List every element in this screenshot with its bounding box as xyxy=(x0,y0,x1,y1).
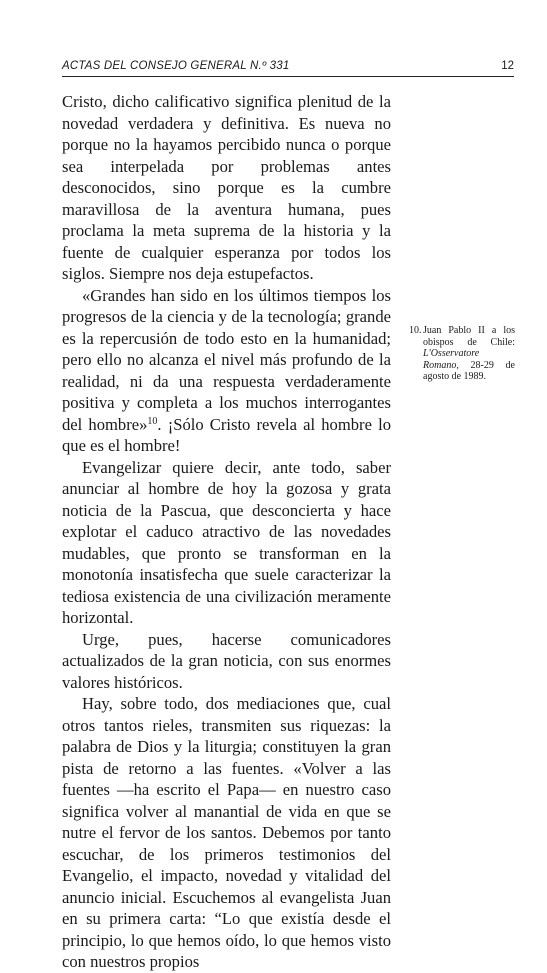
footnote-text xyxy=(423,325,515,383)
footnote-source: L'Osservatore Romano, xyxy=(423,348,480,371)
footnote-10 xyxy=(409,325,515,383)
header-title: ACTAS DEL CONSEJO GENERAL N.º 331 xyxy=(62,60,290,72)
paragraph-2-quote: «Grandes han sido en los últimos tiempos los progresos de la ciencia y de la tecnología; grande es la repercusión de todo esto en la humanidad; pero ello no alcanza el nivel más profundo de la realidad, ni da una respuesta verdaderamente positiva y completa a los muchos interrogantes del hombre» xyxy=(62,285,391,434)
paragraph-2 xyxy=(62,285,391,457)
footnote-text-a: Juan Pablo II a los obispos de Chile: xyxy=(423,325,515,348)
page-number: 12 xyxy=(501,60,514,72)
paragraph-2-end: . ¡Sólo Cristo revela al hombre lo que es el hombre! xyxy=(62,414,391,455)
running-header xyxy=(62,58,514,77)
main-text-column xyxy=(62,91,391,973)
footnote-text-b: 28-29 de agosto de 1989. xyxy=(423,359,515,382)
footnote-number: 10. xyxy=(409,325,422,336)
paragraph-1: Cristo, dicho calificativo significa plenitud de la novedad verdadera y definitiva. Es nueva no porque no la hayamos percibido nunca o porque sea interpelada por problemas antes desconocidos, sino porque es la cumbre maravillosa de la aventura humana, pues proclama la meta suprema de la historia y la fuente de cualquier esperanza por todos los siglos. Siempre nos deja estupefactos. xyxy=(62,92,391,283)
paragraph-5: Hay, sobre todo, dos mediaciones que, cual otros tantos rieles, transmiten sus riquezas: la palabra de Dios y la liturgia; constituyen la gran pista de retorno a las fuentes. «Volver a las fuentes —ha escrito el Papa— en nuestro caso significa volver al manantial de vida en que se nutre el fervor de los santos. Debemos por tanto escuchar, de los primeros testimonios del Evangelio, el impacto, novedad y vitalidad del anuncio inicial. Escuchemos al evangelista Juan en su primera carta: “Lo que existía desde el principio, lo que hemos oído, lo que hemos visto con nuestros propios xyxy=(62,694,391,971)
footnote-ref-10[interactable]: 10 xyxy=(147,415,158,427)
paragraph-3: Evangelizar quiere decir, ante todo, saber anunciar al hombre de hoy la gozosa y grata noticia de la Pascua, que desconcierta y hace explotar el caduco atractivo de las novedades mudables, que pronto se transforman en la monotonía insatisfecha que suele caracterizar la tediosa existencia de una civilización meramente horizontal. xyxy=(62,457,391,627)
paragraph-4: Urge, pues, hacerse comunicadores actualizados de la gran noticia, con sus enormes valores históricos. xyxy=(62,629,391,692)
